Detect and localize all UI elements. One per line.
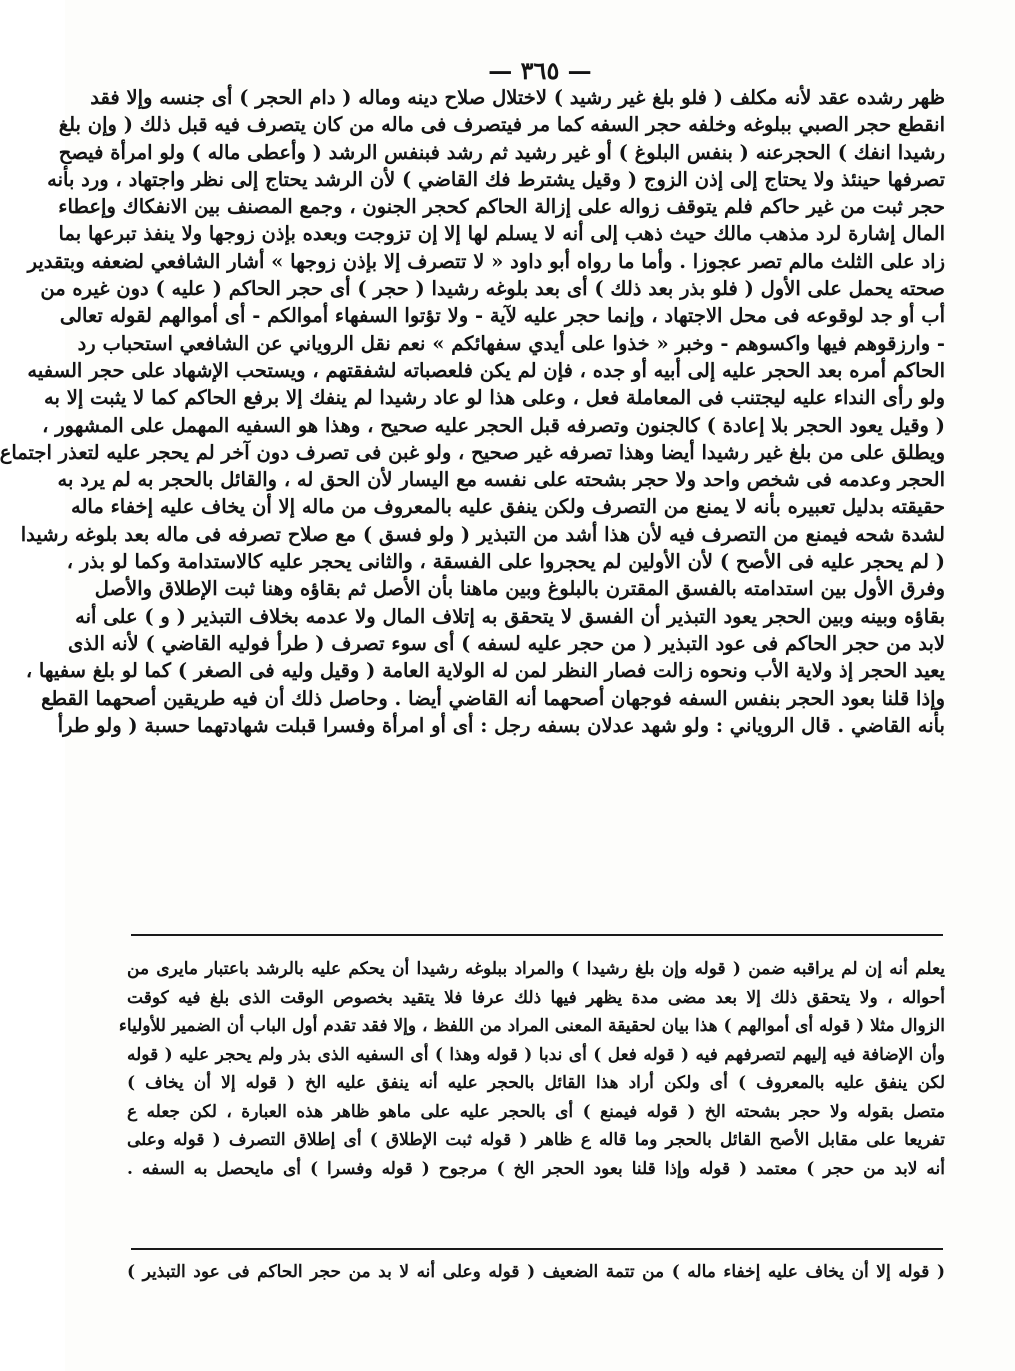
footnote-divider	[131, 934, 943, 936]
main-line: ويطلق على من بلغ غير رشيدا أيضا وهذا تصرفه غير صحيح ، ولو غبن فى تصرف دون آخر لم يحجر عليه لتعذر اجتماع	[0, 440, 945, 464]
main-line: لابد من حجر الحاكم فى عود التبذير ( من حجر عليه لسفه ) أى سوء تصرف ( طرأ فوليه القاضي ) لأنه الذى	[68, 631, 945, 655]
footnote-line: لكن ينفق عليه بالمعروف ) أى ولكن أراد هذا القائل بالحجر عليه أنه ينفق عليه الخ ( قوله إلا أن يخاف )	[127, 1073, 945, 1093]
main-line: وفرق الأول بين استدامته بالفسق المقترن بالبلوغ وبين ماهنا بأن الأصل ثم بقاؤه وهنا ثبت الإطلاق والأصل	[94, 577, 945, 601]
main-line: لشدة شحه فيمنع من التصرف فيه لأن هذا أشد من التبذير ( ولو فسق ) مع صلاح تصرفه فى ماله بعد بلوغه رشيدا	[20, 522, 945, 546]
footnote-line: أحواله ، ولا يتحقق ذلك إلا بعد مضى مدة يظهر فيها ذلك عرفا فلا يتقيد بخصوص الوقت الذى بلغ فيه كوقت	[127, 987, 945, 1008]
footnote-line: الزوال مثلا ( قوله أى أموالهم ) هذا بيان لحقيقة المعنى المراد من اللفظ ، وإلا فقد تقدم أول الباب أن الضمير للأولياء	[118, 1016, 945, 1036]
footnotes-commentary	[118, 955, 945, 1183]
main-line: وإذا قلنا بعود الحجر بنفس السفه فوجهان أصحهما أنه القاضي أيضا . وحاصل ذلك أن فيه طريقين أصحهما القطع	[41, 686, 945, 710]
bottom-note-divider	[131, 1248, 943, 1250]
bottom-note-line: ( قوله إلا أن يخاف عليه إخفاء ماله ) من تتمة الضعيف ( قوله وعلى أنه لا بد من حجر الحاكم فى عود التبذير )	[127, 1262, 945, 1282]
main-line: الحاكم أمره بعد الحجر عليه إلى أبيه أو جده ، فإن لم يكن فلعصباته لشفقتهم ، ويستحب الإشهاد على حجر السفيه	[27, 358, 945, 382]
footnote-line: متصل بقوله ولا حجر بشحته الخ ( قوله فيمنع ) أى بالحجر عليه على ماهو ظاهر هذه العبارة ، لكن جعله ع	[127, 1101, 945, 1122]
footnote-line: يعلم أنه إن لم يراقبه ضمن ( قوله وإن بلغ رشيدا ) والمراد ببلوغه رشيدا أن يحكم عليه بالرشد باعتبار مايرى من	[127, 959, 945, 979]
footnote-line: وأن الإضافة فيه إليهم لتصرفهم فيه ( قوله فعل ) أى ندبا ( قوله وهذا ) أى السفيه الذى بذر ولم يحجر عليه ( قوله	[127, 1044, 945, 1065]
main-line: انقطع حجر الصبي ببلوغه وخلفه حجر السفه كما مر فيتصرف فى ماله من كان يتصرف فيه قبل ذلك ( وإن بلغ	[58, 113, 945, 137]
main-line: يعيد الحجر إذ ولاية الأب ونحوه زالت فصار النظر لمن له الولاية العامة ( وقيل وليه فى الصغر ) كما لو بلغ سفيها ،	[25, 659, 945, 683]
main-line: زاد على الثلث مالم تصر عجوزا . وأما ما رواه أبو داود « لا تتصرف إلا بإذن زوجها » أشار الشافعي لضعفه وبتقدير	[27, 249, 945, 273]
bottom-note	[127, 1258, 945, 1286]
main-line: الحجر وعدمه فى شخص واحد ولا حجر بشحته على نفسه مع اليسار لأن الحق له ، والقائل بالحجر به لم يرد به	[57, 468, 945, 492]
footnote-line: أنه لابد من حجر ) معتمد ( قوله وإذا قلنا بعود الحجر الخ ) مرجوح ( قوله وفسرا ) أى مايحصل به السفه .	[127, 1158, 945, 1179]
main-line: بقاؤه وبينه وبين الحجر يعود التبذير أن الفسق لا يتحقق به إتلاف المال ولا عدمه بخلاف التبذير ( و ) على أنه	[75, 604, 945, 628]
main-line: بأنه القاضي . قال الروياني : ولو شهد عدلان بسفه رجل : أى أو امرأة وفسرا قبلت شهادتهما حسبة ( ولو طرأ	[57, 713, 945, 737]
main-line: - وارزقوهم فيها واكسوهم - وخبر « خذوا على أيدي سفهائكم » نعم نقل الروياني عن الشافعي استحباب رد	[77, 331, 945, 355]
main-line: صحته يحمل على الأول ( فلو بذر بعد ذلك ) أى بعد بلوغه رشيدا ( حجر ) أى حجر الحاكم ( عليه ) دون غيره من	[40, 277, 945, 301]
main-line: ظهر رشده عقد لأنه مكلف ( فلو بلغ غير رشيد ) لاختلال صلاح دينه وماله ( دام الحجر ) أى جنسه وإلا فقد	[90, 86, 945, 109]
main-line: حقيقته بدليل تعبيره بأنه لا يمنع من التصرف ولكن ينفق عليه بالمعروف من ماله إلا أن يخاف عليه إخفاء ماله	[71, 495, 945, 519]
main-line: رشيدا انفك ) الحجرعنه ( بنفس البلوغ ) أو غير رشيد ثم رشد فبنفس الرشد ( وأعطى ماله ) ولو امرأة فيصح	[58, 140, 945, 164]
main-line: أب أو جد لوقوعه فى محل الاجتهاد ، وإنما حجر عليه لآية - ولا تؤتوا السفهاء أموالكم - أى أموالهم لقوله تعالى	[59, 304, 945, 328]
footnote-line: تفريعا على مقابل الأصح القائل بالحجر وما قاله ع ظاهر ( قوله ثبت الإطلاق ) أى إطلاق التصرف ( قوله وعلى	[127, 1130, 945, 1150]
main-line: تصرفها حينئذ ولا يحتاج إلى إذن الزوج ( وقيل يشترط فك القاضي ) لأن الرشد يحتاج إلى نظر واجتهاد ، ورد بأنه	[47, 167, 945, 191]
main-line: ( وقيل يعود الحجر بلا إعادة ) كالجنون وتصرفه قبل الحجر عليه صحيح ، وهذا هو السفيه المهمل على المشهور ،	[42, 413, 945, 437]
page-number: — ٣٦٥ —	[488, 56, 592, 85]
main-text-body	[0, 84, 945, 739]
main-line: حجر ثبت من غير حاكم فلم يتوقف زواله على إزالة الحاكم كحجر الجنون ، وجمع المصنف بين الانفكاك وإعطاء	[58, 195, 945, 219]
main-line: المال إشارة لرد مذهب مالك حيث ذهب إلى أنه لا يسلم لها إلا إن تزوجت وبعده بإذن زوجها ولا ينفذ تبرعها بما	[58, 222, 945, 246]
main-line: ( لم يحجر عليه فى الأصح ) لأن الأولين لم يحجروا على الفسقة ، والثانى يحجر عليه كالاستدامة وكما لو بذر ،	[66, 550, 945, 574]
main-line: ولو رأى النداء عليه ليجتنب فى المعاملة فعل ، وعلى هذا لو عاد رشيدا لم ينفك إلا برفع الحاكم كما لا يثبت إلا به	[44, 386, 945, 410]
